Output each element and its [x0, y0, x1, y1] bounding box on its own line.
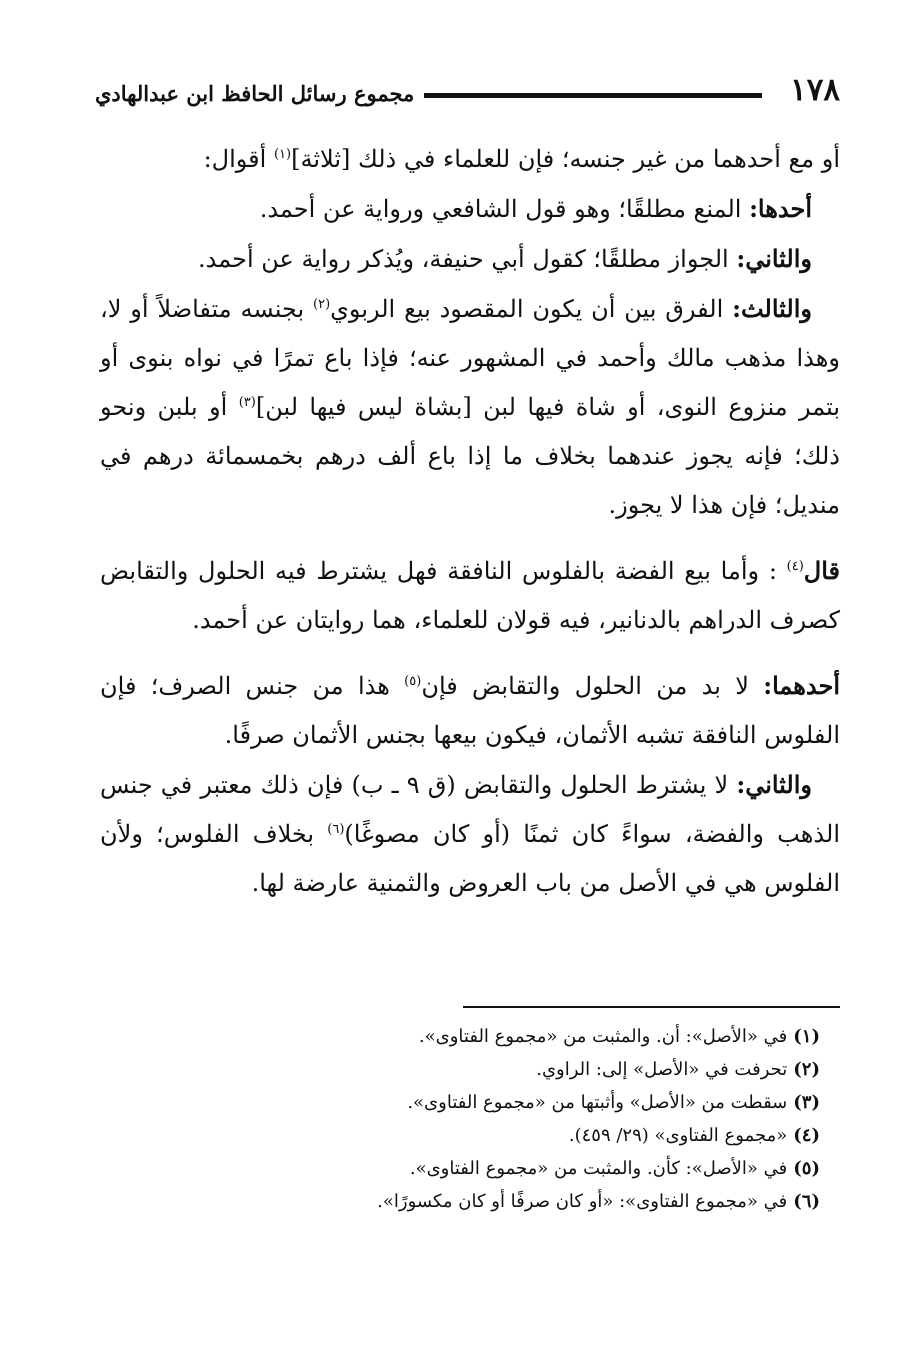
footnote-separator	[463, 1006, 840, 1008]
footnote-text: في «الأصل»: أن. والمثبت من «مجموع الفتاوى».	[418, 1026, 788, 1047]
opinion-label: أحدها:	[749, 194, 812, 223]
footnote-number: (٦)	[793, 1191, 820, 1212]
opinion-label: والثاني:	[736, 770, 812, 799]
running-title: مجموع رسائل الحافظ ابن عبدالهادي	[95, 81, 415, 106]
footnote-number: (٣)	[793, 1092, 820, 1113]
footnote-item	[100, 1086, 820, 1119]
footnotes	[100, 1020, 820, 1218]
footnote-text: في «مجموع الفتاوى»: «أو كان صرفًا أو كان مكسورًا».	[377, 1191, 788, 1212]
footnote-item	[100, 1152, 820, 1185]
paragraph: والثالث: الفرق بين أن يكون المقصود بيع الربوي$^{(٢)}$ بجنسه متفاضلاً أو لا، وهذا مذهب مالك وأحمد في المشهور عنه؛ فإذا باع تمرًا في نواه بنوى أو بتمر منزوع النوى، أو شاة فيها لبن [بشاة ليس فيها لبن]$^{(٣)}$ أو بلبن ونحو ذلك؛ فإنه يجوز عندهما بخلاف ما إذا باع ألف درهم بخمسمائة درهم في منديل؛ فإن هذا لا يجوز.	[100, 294, 840, 519]
footnote-text: تحرفت في «الأصل» إلى: الراوي.	[536, 1059, 788, 1080]
page-header	[95, 70, 840, 120]
footnote-number: (٢)	[793, 1059, 820, 1080]
paragraph: أحدها: المنع مطلقًا؛ وهو قول الشافعي ورواية عن أحمد.	[259, 194, 812, 223]
footnote-ref: (٤)	[786, 559, 804, 574]
footnote-number: (٤)	[793, 1125, 820, 1146]
footnote-text: في «الأصل»: كأن. والمثبت من «مجموع الفتاوى».	[409, 1158, 788, 1179]
quote-label: قال	[803, 556, 840, 585]
opinion-label: والثاني:	[736, 244, 812, 273]
paragraph: أو مع أحدهما من غير جنسه؛ فإن للعلماء في ذلك [ثلاثة]$^{(١)}$ أقوال:	[203, 145, 840, 173]
header-rule	[424, 93, 762, 98]
paragraph: والثاني: لا يشترط الحلول والتقابض (ق ٩ ـ ب) فإن ذلك معتبر في جنس الذهب والفضة، سواءً كان ثمنًا (أو كان مصوغًا)$^{(٦)}$ بخلاف الفلوس؛ ولأن الفلوس هي في الأصل من باب العروض والثمنية عارضة لها.	[100, 770, 840, 897]
footnote-item	[100, 1020, 820, 1053]
footnote-item	[100, 1185, 820, 1218]
footnote-number: (١)	[793, 1026, 820, 1047]
footnote-ref: (٢)	[313, 297, 331, 312]
footnote-item	[100, 1119, 820, 1152]
footnote-text: سقطت من «الأصل» وأثبتها من «مجموع الفتاوى».	[407, 1092, 788, 1113]
footnote-number: (٥)	[793, 1158, 820, 1179]
footnote-ref: (١)	[273, 147, 292, 162]
main-text	[100, 135, 840, 908]
footnote-item	[100, 1053, 820, 1086]
opinion-label: والثالث:	[732, 294, 812, 323]
opinion-label: أحدهما:	[763, 671, 841, 700]
paragraph: قال$^{(٤)}$ : وأما بيع الفضة بالفلوس النافقة فهل يشترط فيه الحلول والتقابض كصرف الدراهم بالدنانير، فيه قولان للعلماء، هما روايتان عن أحمد.	[100, 556, 840, 634]
page-number: ١٧٨	[790, 72, 840, 108]
footnote-ref: (٥)	[404, 674, 422, 689]
paragraph: أحدهما: لا بد من الحلول والتقابض فإن$^{(٥)}$ هذا من جنس الصرف؛ فإن الفلوس النافقة تشبه الأثمان، فيكون بيعها بجنس الأثمان صرفًا.	[100, 671, 841, 749]
paragraph: والثاني: الجواز مطلقًا؛ كقول أبي حنيفة، ويُذكر رواية عن أحمد.	[198, 244, 812, 273]
footnote-ref: (٦)	[327, 822, 345, 837]
footnote-ref: (٣)	[238, 395, 256, 410]
footnote-text: «مجموع الفتاوى» (٢٩/ ٤٥٩).	[568, 1125, 788, 1146]
